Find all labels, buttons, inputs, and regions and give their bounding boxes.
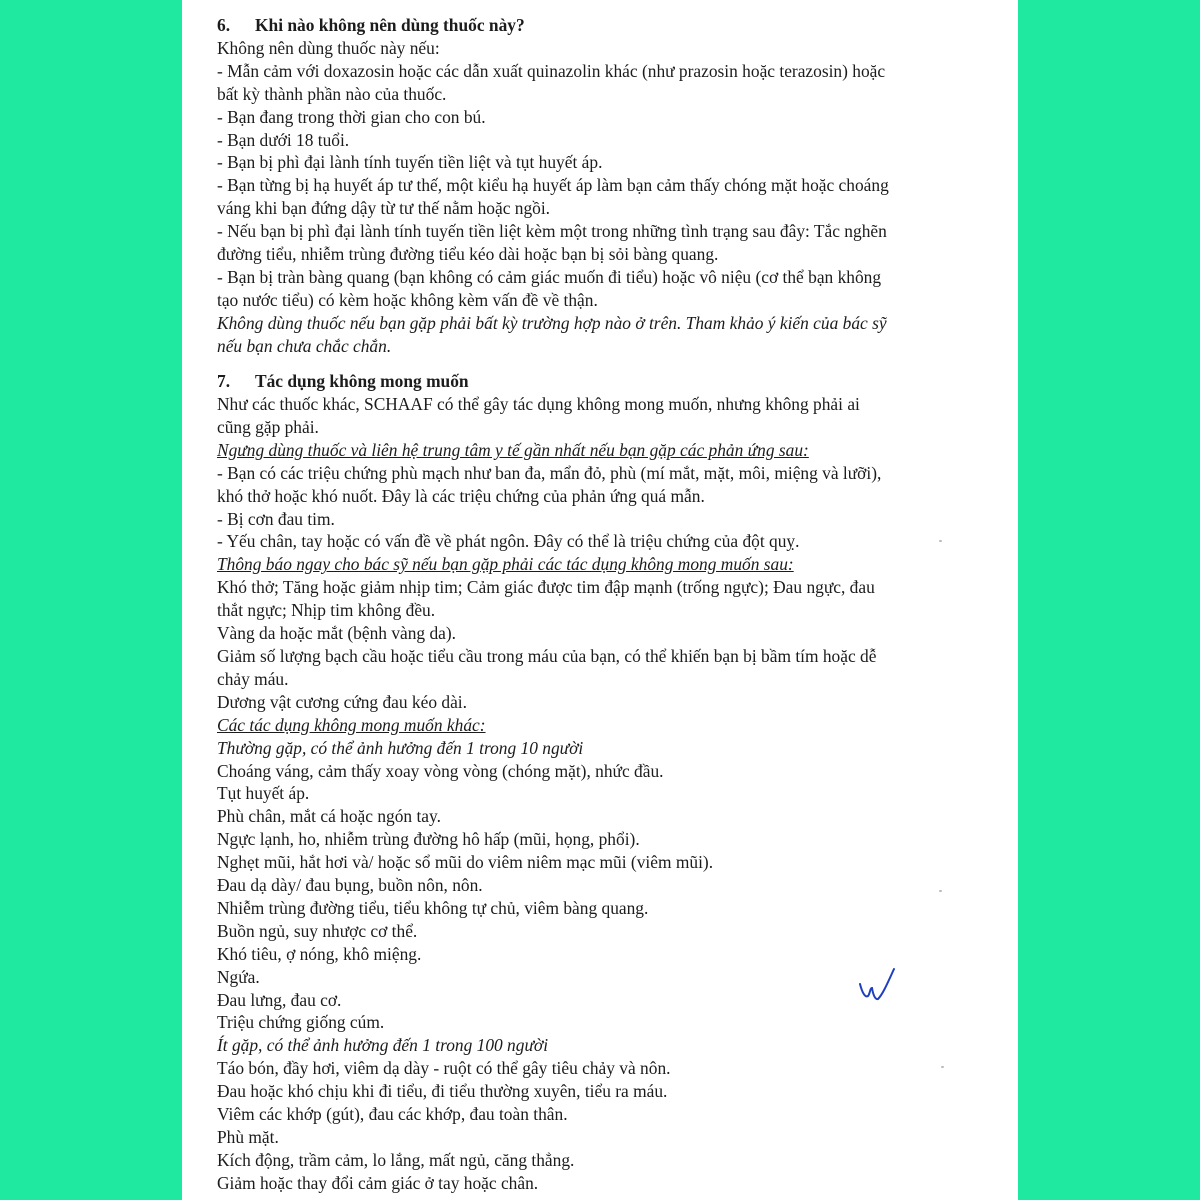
notify-line: Vàng da hoặc mắt (bệnh vàng da). <box>217 623 457 644</box>
common-line: Tụt huyết áp. <box>217 783 310 804</box>
uncommon-line: Phù mặt. <box>217 1127 279 1147</box>
section-7-intro: cũng gặp phải. <box>217 416 319 437</box>
section-6-line: - Bạn từng bị hạ huyết áp tư thế, một kiểu hạ huyết áp làm bạn cảm thấy chóng mặt hoặc choáng <box>217 175 889 196</box>
common-line: Ngứa. <box>217 966 260 987</box>
uncommon-heading: Ít gặp, có thể ảnh hưởng đến 1 trong 100 người <box>217 1035 549 1056</box>
common-line: Đau dạ dày/ đau bụng, buồn nôn, nôn. <box>217 875 483 896</box>
section-7-title: Tác dụng không mong muốn <box>255 371 469 392</box>
common-line: Triệu chứng giống cúm. <box>217 1012 385 1033</box>
section-6-line: - Bạn dưới 18 tuổi. <box>217 129 350 150</box>
section-6-note: nếu bạn chưa chắc chắn. <box>217 335 392 356</box>
notify-line: Khó thở; Tăng hoặc giảm nhịp tim; Cảm giác được tim đập mạnh (trống ngực); Đau ngực, đau <box>217 577 875 598</box>
common-heading: Thường gặp, có thể ảnh hưởng đến 1 trong 10 người <box>217 737 584 758</box>
common-line: Khó tiêu, ợ nóng, khô miệng. <box>217 943 422 964</box>
scan-speck <box>939 890 942 892</box>
section-6-line: - Nếu bạn bị phì đại lành tính tuyến tiền liệt kèm một trong những tình trạng sau đây: Tắc nghẽn <box>217 221 887 242</box>
common-line: Nghẹt mũi, hắt hơi và/ hoặc sổ mũi do viêm niêm mạc mũi (viêm mũi). <box>217 852 714 873</box>
common-line: Choáng váng, cảm thấy xoay vòng vòng (chóng mặt), nhức đầu. <box>217 760 664 781</box>
section-6-line: - Mẫn cảm với doxazosin hoặc các dẫn xuất quinazolin khác (như prazosin hoặc terazosin) hoặc <box>217 60 886 81</box>
section-7-number: 7. <box>217 371 231 392</box>
section-gap <box>217 358 987 371</box>
notify-line: chảy máu. <box>217 668 289 689</box>
notify-line: thắt ngực; Nhịp tim không đều. <box>217 600 436 621</box>
notify-line: Giảm số lượng bạch cầu hoặc tiểu cầu trong máu của bạn, có thể khiến bạn bị bầm tím hoặc dễ <box>217 645 877 666</box>
section-6-number: 6. <box>217 15 231 35</box>
section-6-intro: Không nên dùng thuốc này nếu: <box>217 37 440 58</box>
signature-stroke <box>860 969 894 999</box>
section-6-line: tạo nước tiểu) có kèm hoặc không kèm vấn đề về thận. <box>217 289 598 310</box>
uncommon-line: Táo bón, đầy hơi, viêm dạ dày - ruột có thể gây tiêu chảy và nôn. <box>217 1058 671 1079</box>
uncommon-line: Viêm các khớp (gút), đau các khớp, đau toàn thân. <box>217 1104 568 1125</box>
handwritten-initial <box>858 966 898 1008</box>
stop-line: - Bị cơn đau tim. <box>217 508 335 529</box>
uncommon-line: Đau hoặc khó chịu khi đi tiểu, đi tiểu thường xuyên, tiểu ra máu. <box>217 1081 668 1102</box>
notify-line: Dương vật cương cứng đau kéo dài. <box>217 691 467 712</box>
stop-line: khó thở hoặc khó nuốt. Đây là các triệu chứng của phản ứng quá mẫn. <box>217 485 705 506</box>
document-content <box>217 14 987 1195</box>
common-line: Đau lưng, đau cơ. <box>217 989 342 1010</box>
common-line: Buồn ngủ, suy nhược cơ thể. <box>217 920 418 941</box>
uncommon-line: Giảm hoặc thay đổi cảm giác ở tay hoặc chân. <box>217 1172 539 1193</box>
section-6-line: - Bạn đang trong thời gian cho con bú. <box>217 106 486 127</box>
scan-speck <box>939 540 942 542</box>
common-line: Phù chân, mắt cá hoặc ngón tay. <box>217 806 441 827</box>
section-6-heading <box>217 14 987 37</box>
common-line: Nhiễm trùng đường tiểu, tiểu không tự chủ, viêm bàng quang. <box>217 897 649 918</box>
other-heading: Các tác dụng không mong muốn khác: <box>217 714 486 735</box>
stop-line: - Yếu chân, tay hoặc có vấn đề về phát ngôn. Đây có thể là triệu chứng của đột quỵ. <box>217 531 800 552</box>
section-6-line: bất kỳ thành phần nào của thuốc. <box>217 83 447 104</box>
section-6-line: - Bạn bị phì đại lành tính tuyến tiền liệt và tụt huyết áp. <box>217 152 603 173</box>
section-6-line: váng khi bạn đứng dậy từ tư thế nằm hoặc ngồi. <box>217 198 551 219</box>
document-page <box>182 0 1018 1200</box>
stop-line: - Bạn có các triệu chứng phù mạch như ban đa, mẩn đỏ, phù (mí mắt, mặt, môi, miệng và lưỡi), <box>217 462 882 483</box>
uncommon-line: Kích động, trầm cảm, lo lắng, mất ngủ, căng thẳng. <box>217 1149 575 1170</box>
section-6-note: Không dùng thuốc nếu bạn gặp phải bất kỳ trường hợp nào ở trên. Tham khảo ý kiến của bác sỹ <box>217 312 887 333</box>
scan-speck <box>941 1066 944 1068</box>
section-6-title: Khi nào không nên dùng thuốc này? <box>255 15 525 35</box>
common-line: Ngực lạnh, ho, nhiễm trùng đường hô hấp (mũi, họng, phổi). <box>217 829 640 850</box>
notify-heading: Thông báo ngay cho bác sỹ nếu bạn gặp phải các tác dụng không mong muốn sau: <box>217 554 794 575</box>
section-6-line: - Bạn bị tràn bàng quang (bạn không có cảm giác muốn đi tiểu) hoặc vô niệu (cơ thể bạn không <box>217 266 882 287</box>
section-7-heading <box>217 370 987 393</box>
stop-heading: Ngưng dùng thuốc và liên hệ trung tâm y tế gần nhất nếu bạn gặp các phản ứng sau: <box>217 439 809 460</box>
section-7-intro: Như các thuốc khác, SCHAAF có thể gây tác dụng không mong muốn, nhưng không phải ai <box>217 394 860 414</box>
section-6-line: đường tiểu, nhiễm trùng đường tiểu kéo dài hoặc bạn bị sỏi bàng quang. <box>217 244 719 265</box>
